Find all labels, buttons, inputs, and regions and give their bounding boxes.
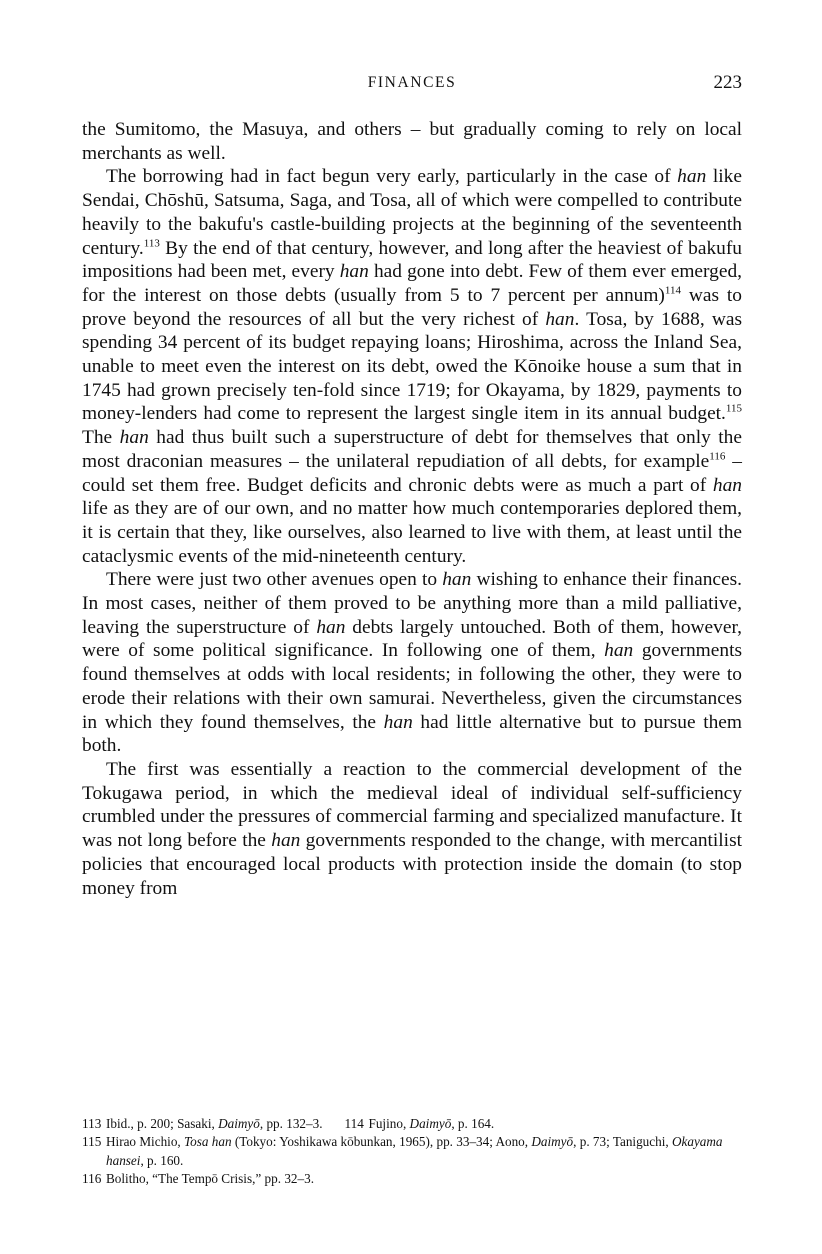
italic-term: han: [712, 474, 742, 496]
italic-term: han: [271, 830, 301, 852]
page-header: [82, 72, 742, 98]
paragraph: The borrowing had in fact begun very early, particularly in the case of han like Sendai, Chōshū, Satsuma, Saga, and Tosa, all of which were compelled to contribute heavily to the bakufu's castle-building projects at the beginning of the seventeenth century.$^{113}$ By the end of that century, however, and long after the heaviest of bakufu impositions had been met, every han had gone into debt. Few of them ever emerged, for the interest on those debts (usually from 5 to 7 percent per annum)$^{114}$ was to prove beyond the resources of all but the very richest of han. Tosa, by 1688, was spending 34 percent of its budget repaying loans; Hiroshima, across the Inland Sea, unable to meet even the interest on its debt, owed the Kōnoike house a sum that in 1745 had grown precisely ten-fold since 1719; for Okayama, by 1829, payments to money-lenders had come to represent the largest single item in its annual budget.$^{115}$ The han had thus built such a superstructure of debt for themselves that only the most draconian measures – the unilateral repudiation of all debts, for example$^{116}$ – could set them free. Budget deficits and chronic debts were as much a part of han life as they are of our own, and no matter how much contemporaries deplored them, it is certain that they, like ourselves, also learned to live with them, at least until the cataclysmic events of the mid-nineteenth century.: [82, 166, 743, 567]
italic-term: Tosa han: [184, 1134, 232, 1150]
italic-term: Daimyō: [531, 1134, 574, 1150]
footnote: [82, 1170, 742, 1188]
footnote-ref: 114: [664, 284, 681, 297]
italic-term: han: [119, 427, 149, 449]
footnote-ref: 115: [725, 402, 742, 415]
main-text: [82, 118, 742, 900]
italic-term: han: [545, 308, 575, 330]
paragraph: the Sumitomo, the Masuya, and others – but gradually coming to rely on local merchants as well.: [82, 119, 742, 164]
footnote-text: Bolitho, “The Tempō Crisis,” pp. 32–3.: [106, 1170, 314, 1186]
footnote-ref: 116: [709, 450, 726, 463]
italic-term: Okayama hansei: [106, 1134, 723, 1168]
footnote-number: 115: [82, 1134, 102, 1150]
footnote-text: Ibid., p. 200; Sasaki, Daimyō, pp. 132–3.: [106, 1116, 323, 1131]
footnotes: [82, 1115, 742, 1188]
running-head: FINANCES: [367, 74, 457, 91]
footnote-number: 114: [344, 1116, 364, 1131]
italic-term: han: [383, 711, 413, 733]
footnote-number: 116: [82, 1170, 102, 1186]
italic-term: han: [604, 640, 634, 662]
italic-term: han: [316, 616, 346, 638]
italic-term: han: [677, 166, 707, 188]
footnote-text: Hirao Michio, Tosa han (Tokyo: Yoshikawa kōbunkan, 1965), pp. 33–34; Aono, Daimyō, p. 73; Taniguchi, Okayama hansei, p. 160.: [106, 1134, 723, 1168]
paragraph: The first was essentially a reaction to the commercial development of the Tokugawa period, in which the medieval ideal of individual self-sufficiency crumbled under the pressures of commercial farming and specialized manufacture. It was not long before the han governments responded to the change, with mercantilist policies that encouraged local products with protection inside the domain (to stop money from: [82, 758, 743, 899]
footnote-text: Fujino, Daimyō, p. 164.: [368, 1116, 495, 1131]
italic-term: Daimyō: [409, 1116, 452, 1131]
page-number: 223: [713, 72, 742, 93]
footnote: [82, 1133, 742, 1170]
italic-term: han: [442, 569, 472, 591]
footnote-line: [82, 1115, 742, 1133]
italic-term: han: [339, 261, 369, 283]
footnote-number: 113: [82, 1116, 102, 1131]
paragraph: There were just two other avenues open to han wishing to enhance their finances. In most cases, neither of them proved to be anything more than a mild palliative, leaving the superstructure of han debts largely untouched. Both of them, however, were of some political significance. In following one of them, han governments found themselves at odds with local residents; in following the other, they were to erode their relations with their own samurai. Nevertheless, given the circumstances in which they found themselves, the han had little alternative but to pursue them both.: [82, 569, 742, 757]
italic-term: Daimyō: [218, 1116, 260, 1131]
footnote-ref: 113: [143, 237, 160, 250]
